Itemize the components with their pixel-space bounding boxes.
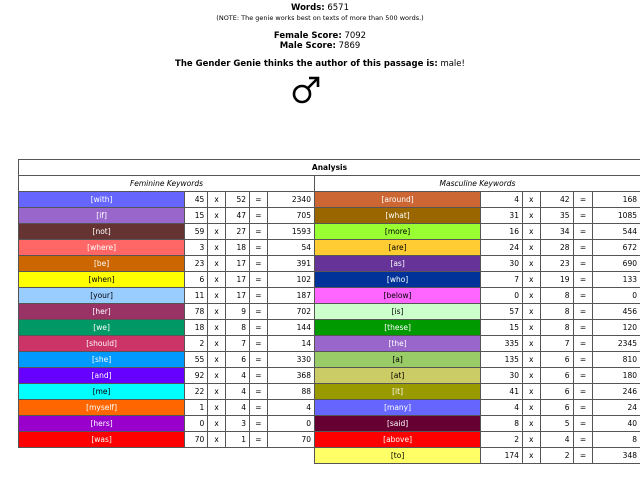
feminine-keywords-header: Feminine Keywords [19,176,315,192]
equals-sign: = [573,352,593,368]
equals-sign: = [250,336,268,352]
masculine-count: 15 [481,320,523,336]
masculine-keyword: [to] [314,448,480,464]
masculine-weight: 23 [540,256,573,272]
equals-sign: = [250,368,268,384]
feminine-weight: 18 [225,240,249,256]
equals-sign: = [573,256,593,272]
feminine-weight: 4 [225,400,249,416]
feminine-keyword: [she] [19,352,185,368]
feminine-score: 368 [267,368,314,384]
table-row [19,208,640,224]
equals-sign: = [250,288,268,304]
equals-sign: = [250,208,268,224]
feminine-keyword: [me] [19,384,185,400]
empty-cell [185,448,208,464]
feminine-keyword: [with] [19,192,185,208]
table-row [19,384,640,400]
masculine-score: 246 [593,384,640,400]
table-row [19,256,640,272]
times-sign: x [208,288,226,304]
masculine-keyword: [many] [314,400,480,416]
masculine-count: 30 [481,256,523,272]
table-row [19,240,640,256]
times-sign: x [208,400,226,416]
feminine-score: 4 [267,400,314,416]
feminine-weight: 8 [225,320,249,336]
times-sign: x [208,336,226,352]
times-sign: x [522,432,540,448]
table-row [19,352,640,368]
feminine-weight: 3 [225,416,249,432]
feminine-weight: 17 [225,256,249,272]
times-sign: x [522,400,540,416]
word-count-label: Words: [291,3,325,13]
feminine-count: 15 [185,208,208,224]
feminine-score: 391 [267,256,314,272]
feminine-count: 2 [185,336,208,352]
masculine-keyword: [a] [314,352,480,368]
times-sign: x [208,272,226,288]
verdict-value: male! [440,59,465,69]
equals-sign: = [573,224,593,240]
equals-sign: = [250,432,268,448]
empty-cell [19,448,185,464]
feminine-weight: 17 [225,288,249,304]
masculine-weight: 34 [540,224,573,240]
feminine-score: 2340 [267,192,314,208]
feminine-score: 705 [267,208,314,224]
times-sign: x [208,256,226,272]
times-sign: x [522,416,540,432]
table-row [19,304,640,320]
feminine-keyword: [we] [19,320,185,336]
table-row [19,192,640,208]
equals-sign: = [250,192,268,208]
masculine-weight: 8 [540,288,573,304]
feminine-count: 3 [185,240,208,256]
masculine-weight: 7 [540,336,573,352]
masculine-keyword: [above] [314,432,480,448]
masculine-score: 690 [593,256,640,272]
masculine-count: 8 [481,416,523,432]
equals-sign: = [573,240,593,256]
feminine-score: 187 [267,288,314,304]
times-sign: x [522,288,540,304]
feminine-weight: 9 [225,304,249,320]
equals-sign: = [573,272,593,288]
feminine-count: 0 [185,416,208,432]
times-sign: x [208,432,226,448]
table-row [19,320,640,336]
equals-sign: = [573,432,593,448]
equals-sign: = [250,400,268,416]
feminine-keyword: [if] [19,208,185,224]
feminine-keyword: [be] [19,256,185,272]
feminine-count: 1 [185,400,208,416]
masculine-score: 0 [593,288,640,304]
equals-sign: = [573,368,593,384]
female-score [0,31,640,41]
masculine-count: 7 [481,272,523,288]
masculine-keyword: [are] [314,240,480,256]
times-sign: x [522,240,540,256]
masculine-score: 456 [593,304,640,320]
masculine-score: 810 [593,352,640,368]
masculine-weight: 42 [540,192,573,208]
equals-sign: = [573,400,593,416]
times-sign: x [522,208,540,224]
table-row [19,288,640,304]
feminine-count: 55 [185,352,208,368]
times-sign: x [522,320,540,336]
masculine-count: 174 [481,448,523,464]
equals-sign: = [573,208,593,224]
masculine-keywords-header: Masculine Keywords [314,176,640,192]
table-row [19,272,640,288]
feminine-keyword: [not] [19,224,185,240]
masculine-score: 348 [593,448,640,464]
times-sign: x [208,192,226,208]
times-sign: x [522,448,540,464]
equals-sign: = [573,192,593,208]
masculine-count: 2 [481,432,523,448]
feminine-score: 54 [267,240,314,256]
feminine-keyword: [your] [19,288,185,304]
feminine-keyword: [should] [19,336,185,352]
masculine-keyword: [as] [314,256,480,272]
times-sign: x [522,224,540,240]
times-sign: x [522,336,540,352]
masculine-weight: 8 [540,304,573,320]
feminine-score: 330 [267,352,314,368]
feminine-keyword: [and] [19,368,185,384]
equals-sign: = [573,336,593,352]
feminine-count: 78 [185,304,208,320]
masculine-keyword: [it] [314,384,480,400]
masculine-count: 135 [481,352,523,368]
masculine-count: 24 [481,240,523,256]
masculine-score: 1085 [593,208,640,224]
feminine-keyword: [hers] [19,416,185,432]
equals-sign: = [573,320,593,336]
feminine-weight: 17 [225,272,249,288]
times-sign: x [522,384,540,400]
male-symbol-icon [289,74,325,106]
masculine-weight: 4 [540,432,573,448]
feminine-keyword: [when] [19,272,185,288]
male-score-value: 7869 [338,41,361,51]
times-sign: x [522,272,540,288]
equals-sign: = [250,272,268,288]
feminine-keyword: [her] [19,304,185,320]
equals-sign: = [250,304,268,320]
masculine-weight: 28 [540,240,573,256]
masculine-keyword: [who] [314,272,480,288]
empty-cell [225,448,249,464]
times-sign: x [208,368,226,384]
masculine-score: 24 [593,400,640,416]
times-sign: x [522,352,540,368]
feminine-count: 11 [185,288,208,304]
feminine-score: 14 [267,336,314,352]
masculine-keyword: [below] [314,288,480,304]
masculine-count: 335 [481,336,523,352]
equals-sign: = [573,288,593,304]
masculine-weight: 6 [540,368,573,384]
equals-sign: = [250,384,268,400]
verdict-prefix: The Gender Genie thinks the author of this passage is: [175,59,438,69]
analysis-title: Analysis [19,160,640,176]
feminine-count: 22 [185,384,208,400]
times-sign: x [522,256,540,272]
masculine-keyword: [said] [314,416,480,432]
masculine-weight: 35 [540,208,573,224]
masculine-weight: 5 [540,416,573,432]
masculine-count: 16 [481,224,523,240]
feminine-count: 70 [185,432,208,448]
equals-sign: = [250,352,268,368]
masculine-count: 4 [481,400,523,416]
masculine-score: 672 [593,240,640,256]
empty-cell [267,448,314,464]
times-sign: x [208,224,226,240]
word-count [0,3,640,13]
masculine-count: 31 [481,208,523,224]
masculine-count: 0 [481,288,523,304]
masculine-keyword: [is] [314,304,480,320]
equals-sign: = [250,416,268,432]
table-row [19,432,640,448]
times-sign: x [208,384,226,400]
female-score-label: Female Score: [273,31,342,41]
feminine-score: 144 [267,320,314,336]
masculine-weight: 6 [540,384,573,400]
feminine-keyword: [where] [19,240,185,256]
equals-sign: = [573,416,593,432]
table-row [19,448,640,464]
equals-sign: = [250,256,268,272]
feminine-weight: 4 [225,368,249,384]
masculine-weight: 6 [540,400,573,416]
times-sign: x [522,304,540,320]
table-row [19,400,640,416]
masculine-score: 40 [593,416,640,432]
masculine-keyword: [the] [314,336,480,352]
feminine-score: 70 [267,432,314,448]
feminine-count: 6 [185,272,208,288]
times-sign: x [522,368,540,384]
feminine-weight: 47 [225,208,249,224]
word-count-note: (NOTE: The genie works best on texts of more than 500 words.) [216,14,424,22]
masculine-score: 120 [593,320,640,336]
feminine-weight: 52 [225,192,249,208]
masculine-score: 2345 [593,336,640,352]
masculine-score: 168 [593,192,640,208]
table-row [19,416,640,432]
masculine-keyword: [at] [314,368,480,384]
male-score-label: Male Score: [279,41,336,51]
times-sign: x [208,320,226,336]
feminine-score: 1593 [267,224,314,240]
feminine-count: 18 [185,320,208,336]
masculine-keyword: [what] [314,208,480,224]
feminine-score: 0 [267,416,314,432]
times-sign: x [208,352,226,368]
times-sign: x [208,240,226,256]
empty-cell [250,448,268,464]
times-sign: x [208,416,226,432]
masculine-weight: 2 [540,448,573,464]
analysis-table [18,159,640,464]
masculine-keyword: [around] [314,192,480,208]
masculine-keyword: [these] [314,320,480,336]
table-row [19,336,640,352]
times-sign: x [208,208,226,224]
masculine-score: 180 [593,368,640,384]
table-row [19,224,640,240]
word-count-value: 6571 [327,3,349,13]
feminine-weight: 7 [225,336,249,352]
masculine-keyword: [more] [314,224,480,240]
masculine-count: 30 [481,368,523,384]
feminine-keyword: [myself] [19,400,185,416]
feminine-weight: 27 [225,224,249,240]
male-score [0,41,640,51]
equals-sign: = [250,320,268,336]
feminine-count: 59 [185,224,208,240]
feminine-score: 702 [267,304,314,320]
equals-sign: = [573,304,593,320]
masculine-score: 133 [593,272,640,288]
feminine-weight: 6 [225,352,249,368]
times-sign: x [522,192,540,208]
feminine-weight: 1 [225,432,249,448]
equals-sign: = [250,224,268,240]
masculine-score: 8 [593,432,640,448]
masculine-weight: 19 [540,272,573,288]
female-score-value: 7092 [344,31,367,41]
feminine-count: 92 [185,368,208,384]
verdict [0,59,640,69]
masculine-count: 57 [481,304,523,320]
feminine-score: 88 [267,384,314,400]
masculine-score: 544 [593,224,640,240]
masculine-count: 4 [481,192,523,208]
feminine-keyword: [was] [19,432,185,448]
feminine-weight: 4 [225,384,249,400]
table-row [19,368,640,384]
masculine-count: 41 [481,384,523,400]
feminine-count: 23 [185,256,208,272]
feminine-score: 102 [267,272,314,288]
feminine-count: 45 [185,192,208,208]
empty-cell [208,448,226,464]
equals-sign: = [573,384,593,400]
equals-sign: = [250,240,268,256]
times-sign: x [208,304,226,320]
masculine-weight: 6 [540,352,573,368]
masculine-weight: 8 [540,320,573,336]
equals-sign: = [573,448,593,464]
